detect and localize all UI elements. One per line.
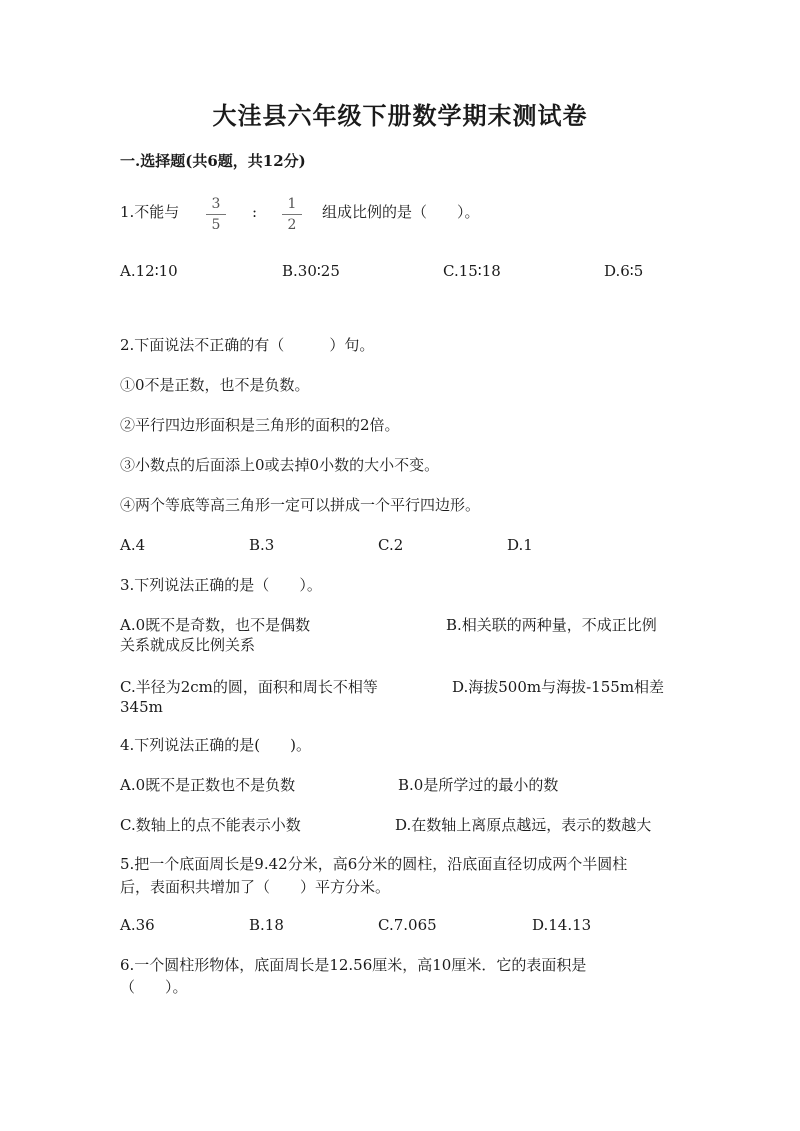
q1-prefix: 1.不能与 xyxy=(120,203,180,221)
q3-option-a: A.0既不是奇数，也不是偶数 xyxy=(120,616,311,634)
q1-frac2-denominator: 2 xyxy=(287,217,297,233)
section-heading: 一.选择题(共6题，共12分) xyxy=(120,152,306,170)
q3-option-d: D.海拔500m与海拔-155m相差 xyxy=(452,678,665,696)
q1-option-c: C.15∶18 xyxy=(443,262,501,280)
q1-colon: : xyxy=(252,203,258,221)
q2-option-d: D.1 xyxy=(507,536,533,554)
q6-stem-line-1: 6.一个圆柱形物体，底面周长是12.56厘米，高10厘米．它的表面积是 xyxy=(120,956,587,974)
q1-option-a: A.12∶10 xyxy=(120,262,178,280)
q4-option-b: B.0是所学过的最小的数 xyxy=(398,776,559,794)
q2-statement-4: ④两个等底等高三角形一定可以拼成一个平行四边形。 xyxy=(120,496,481,514)
q1-option-b: B.30∶25 xyxy=(282,262,340,280)
fraction-bar xyxy=(206,214,226,215)
q2-option-c: C.2 xyxy=(378,536,404,554)
q3-option-d-continued: 345m xyxy=(120,698,163,716)
q2-statement-2: ②平行四边形面积是三角形的面积的2倍。 xyxy=(120,416,400,434)
q4-option-a: A.0既不是正数也不是负数 xyxy=(120,776,296,794)
q1-suffix: 组成比例的是（ ）。 xyxy=(322,203,480,221)
q6-stem-line-2: （ ）。 xyxy=(120,978,188,996)
q4-option-c: C.数轴上的点不能表示小数 xyxy=(120,816,301,834)
q3-option-b-continued: 关系就成反比例关系 xyxy=(120,636,256,654)
q5-option-a: A.36 xyxy=(120,916,155,934)
q5-option-c: C.7.065 xyxy=(378,916,437,934)
q2-statement-3: ③小数点的后面添上0或去掉0小数的大小不变。 xyxy=(120,456,440,474)
q1-frac2-numerator: 1 xyxy=(287,196,297,212)
fraction-bar xyxy=(282,214,302,215)
q1-frac1-denominator: 5 xyxy=(211,217,221,233)
q2-statement-1: ①0不是正数，也不是负数。 xyxy=(120,376,310,394)
q3-stem: 3.下列说法正确的是（ ）。 xyxy=(120,576,322,594)
q5-option-d: D.14.13 xyxy=(532,916,592,934)
q5-option-b: B.18 xyxy=(249,916,284,934)
q4-stem: 4.下列说法正确的是( )。 xyxy=(120,736,312,754)
q3-option-b: B.相关联的两种量，不成正比例 xyxy=(446,616,657,634)
q2-option-a: A.4 xyxy=(120,536,146,554)
page-title: 大洼县六年级下册数学期末测试卷 xyxy=(212,101,588,130)
q1-option-d: D.6∶5 xyxy=(604,262,644,280)
q2-stem: 2.下面说法不正确的有（ ）句。 xyxy=(120,336,375,354)
q5-stem-line-2: 后，表面积共增加了（ ）平方分米。 xyxy=(120,878,391,896)
q4-option-d: D.在数轴上离原点越远，表示的数越大 xyxy=(395,816,652,834)
q3-option-c: C.半径为2cm的圆，面积和周长不相等 xyxy=(120,678,378,696)
q5-stem-line-1: 5.把一个底面周长是9.42分米，高6分米的圆柱，沿底面直径切成两个半圆柱 xyxy=(120,855,628,873)
q2-option-b: B.3 xyxy=(249,536,275,554)
q1-fraction-1 xyxy=(206,195,226,234)
q1-fraction-2 xyxy=(282,195,302,234)
q1-frac1-numerator: 3 xyxy=(211,196,221,212)
